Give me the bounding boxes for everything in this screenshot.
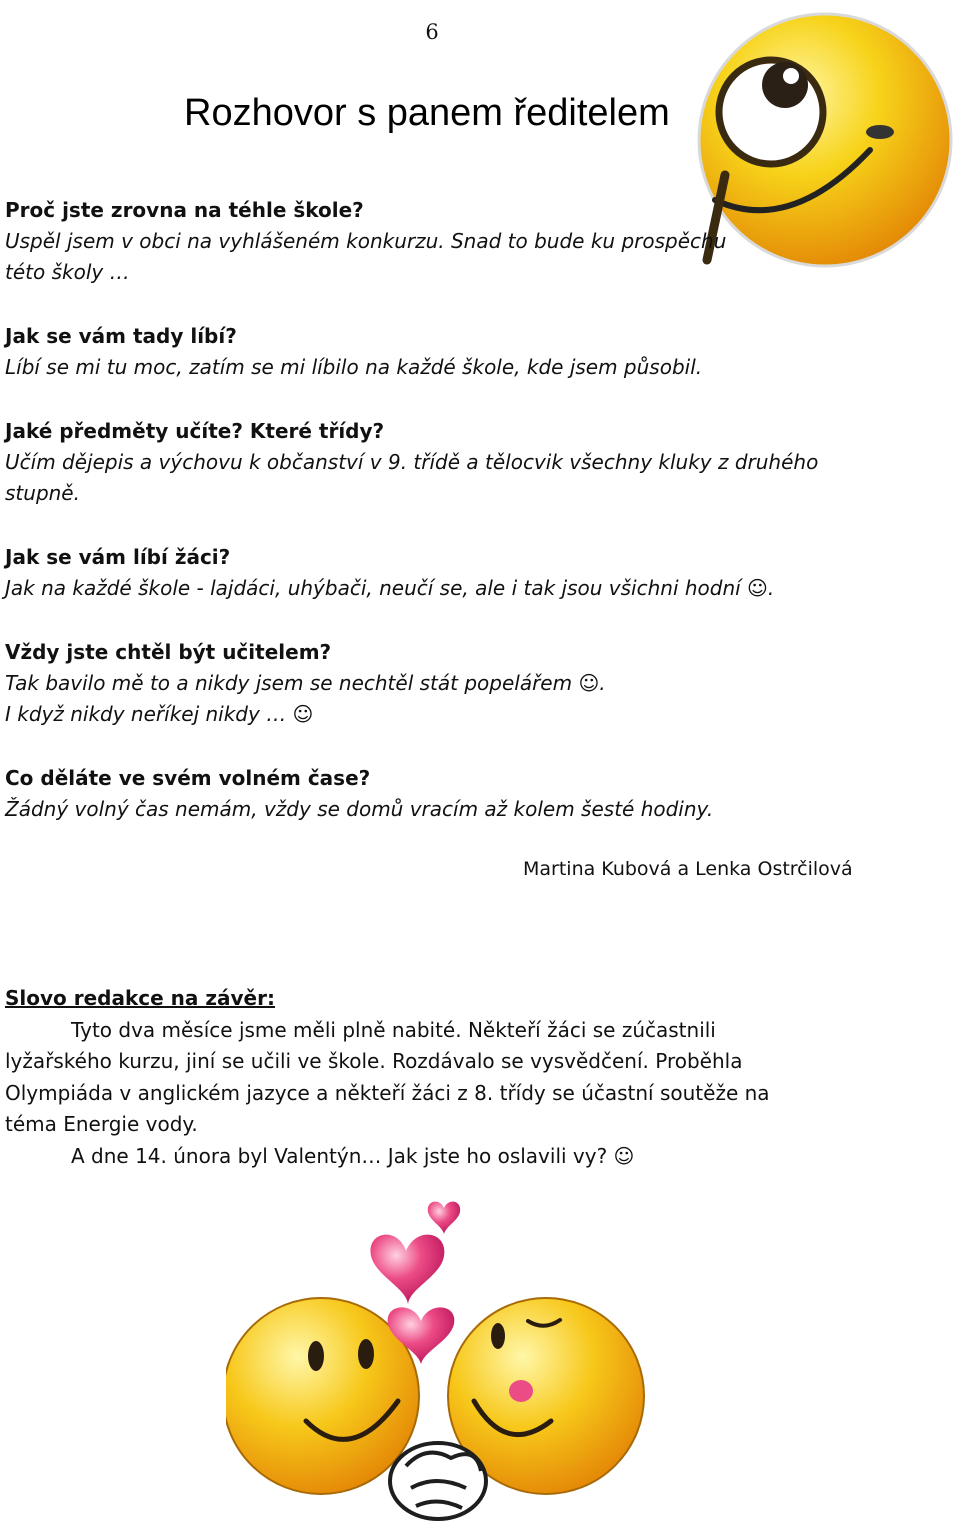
closing-line: téma Energie vody.	[5, 1112, 198, 1136]
page-number: 6	[425, 20, 439, 44]
love-smileys-illustration	[226, 1196, 646, 1521]
page-title: Rozhovor s panem ředitelem	[184, 92, 670, 134]
interview-item	[5, 416, 875, 509]
interview-answer-line: I když nikdy neříkej nikdy … ☺	[5, 702, 314, 726]
interview-question: Jak se vám tady líbí?	[5, 324, 237, 348]
interview-answer-line: této školy …	[5, 260, 130, 284]
interview-item	[5, 763, 875, 825]
interview-item	[5, 195, 875, 288]
interview-answer-line: Učím dějepis a výchovu k občanství v 9. třídě a tělocvik všechny kluky z druhého	[5, 450, 819, 474]
interview-question: Jaké předměty učíte? Které třídy?	[5, 419, 385, 443]
interview-answer-line: Jak na každé škole - lajdáci, uhýbači, neučí se, ale i tak jsou všichni hodní ☺.	[5, 576, 775, 600]
article-authors: Martina Kubová a Lenka Ostrčilová	[523, 858, 853, 880]
interview-question: Jak se vám líbí žáci?	[5, 545, 231, 569]
interview-question: Proč jste zrovna na téhle škole?	[5, 198, 364, 222]
interview-answer-line: Žádný volný čas nemám, vždy se domů vracím až kolem šesté hodiny.	[5, 797, 714, 821]
interview-answer-line: Líbí se mi tu moc, zatím se mi líbilo na každé škole, kde jsem působil.	[5, 355, 703, 379]
closing-line: Olympiáda v anglickém jazyce a někteří žáci z 8. třídy se účastní soutěže na	[5, 1080, 770, 1105]
interview-question: Vždy jste chtěl být učitelem?	[5, 640, 332, 664]
closing-line: Tyto dva měsíce jsme měli plně nabité. Někteří žáci se zúčastnili	[71, 1017, 716, 1042]
holding-hands-icon	[390, 1443, 486, 1519]
interview-item	[5, 542, 875, 604]
interview-question: Co děláte ve svém volném čase?	[5, 766, 371, 790]
interview-answer-line: stupně.	[5, 481, 80, 505]
interview-answer-line: Tak bavilo mě to a nikdy jsem se nechtěl stát popelářem ☺.	[5, 671, 606, 695]
closing-line: A dne 14. února byl Valentýn… Jak jste ho oslavili vy? ☺	[71, 1143, 635, 1168]
interview-item	[5, 321, 875, 383]
interview-item	[5, 637, 875, 730]
interview-answer-line: Uspěl jsem v obci na vyhlášeném konkurzu. Snad to bude ku prospěchu	[5, 229, 727, 253]
closing-section	[5, 983, 835, 1172]
closing-line: lyžařského kurzu, jiní se učili ve škole. Rozdávalo se vysvědčení. Proběhla	[5, 1049, 743, 1073]
closing-heading: Slovo redakce na závěr:	[5, 986, 275, 1010]
